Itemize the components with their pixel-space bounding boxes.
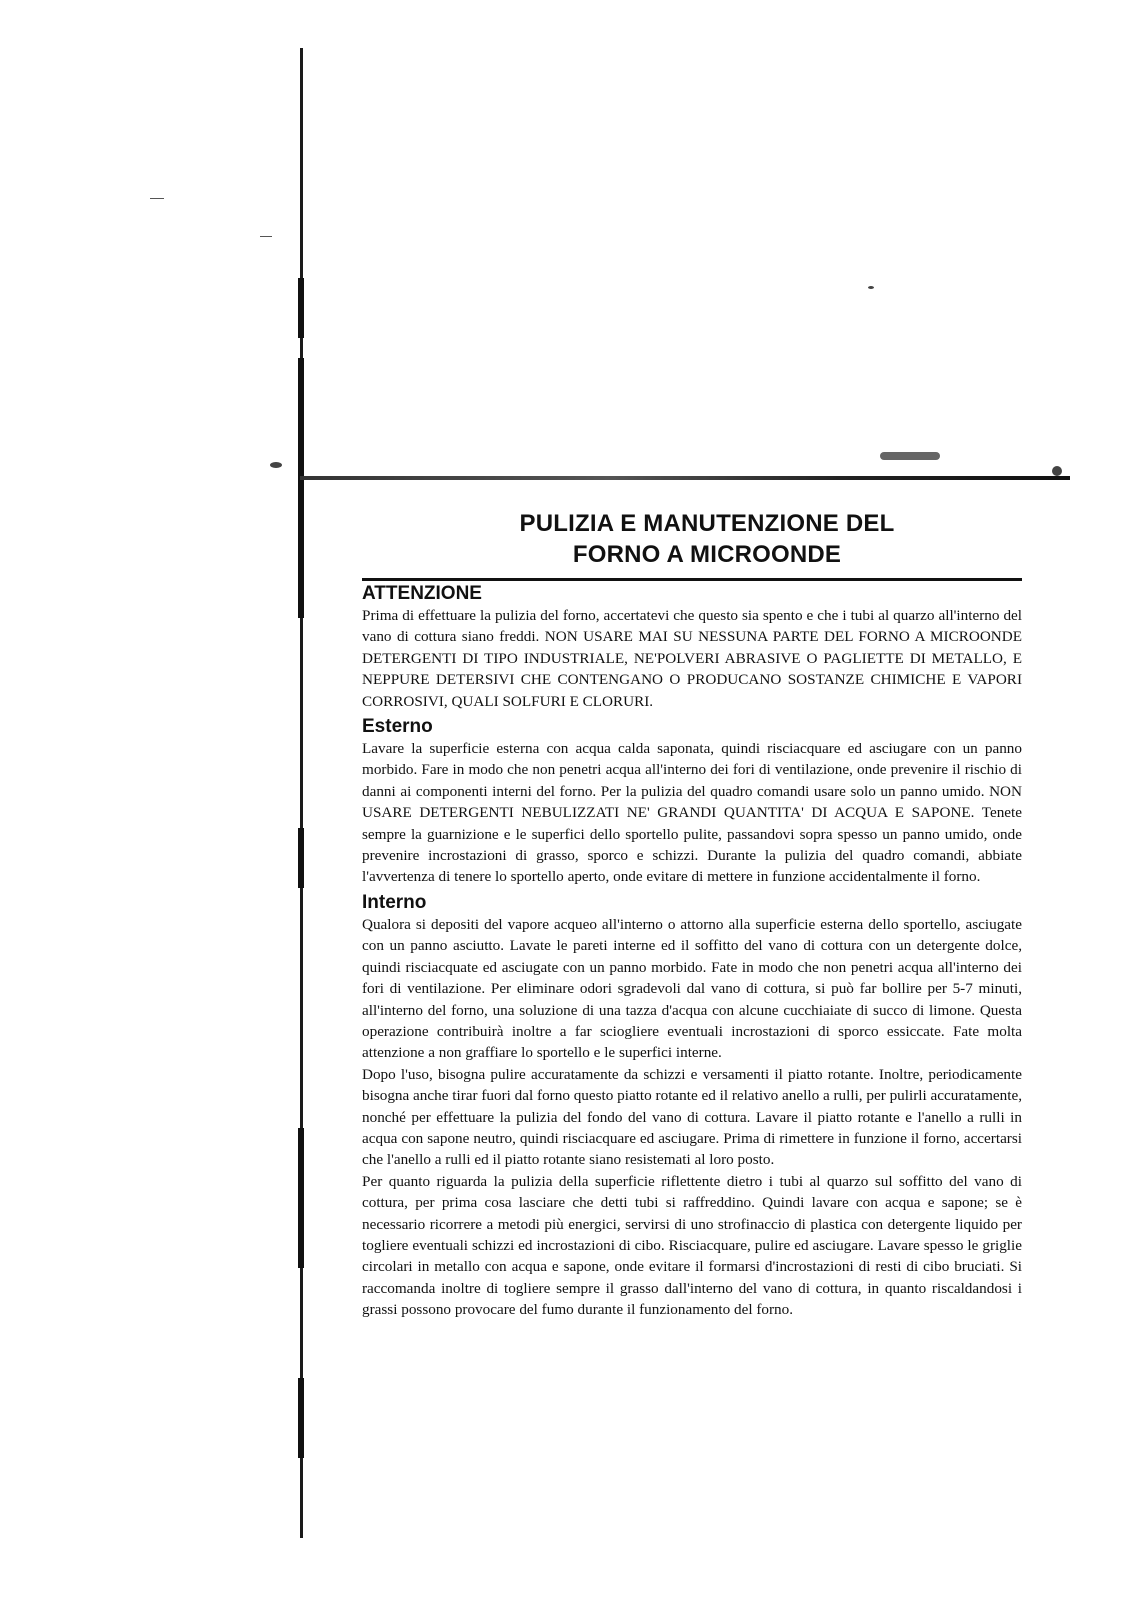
- scan-speck: [260, 236, 272, 237]
- section-esterno: [362, 716, 1022, 888]
- scan-page-edge-horizontal: [300, 476, 1070, 480]
- paragraph: Qualora si depositi del vapore acqueo all'interno o attorno alla superficie esterna dello sportello, asciugate con un panno asciutto. Lavate le pareti interne ed il soffitto del vano di cottura con un detergente dolce, quindi risciacquate ed asciugate con un panno morbido. Fate in modo che non penetri acqua all'interno dei fori di ventilazione. Per eliminare odori sgradevoli dal vano di cottura, si può far bollire per 5-7 minuti, all'interno del forno, una soluzione di una tazza d'acqua con alcune cucchiaiate di succo di limone. Questa operazione contribuirà inoltre a far sciogliere eventuali incrostazioni di sporco essiccate. Fate molta attenzione a non graffiare lo sportello e le superfici interne.: [362, 915, 1022, 1062]
- scan-speck: [880, 452, 940, 460]
- section-interno: [362, 892, 1022, 1321]
- paragraph: Prima di effettuare la pulizia del forno, accertatevi che questo sia spento e che i tubi al quarzo all'interno del vano di cottura siano freddi. NON USARE MAI SU NESSUNA PARTE DEL FORNO A MICROONDE DETERGENTI DI TIPO INDUSTRIALE, NE'POLVERI ABRASIVE O PAGLIETTE DI METALLO, E NEPPURE DETERSIVI CHE CONTENGANO O PRODUCANO SOSTANZE CHIMICHE E VAPORI CORROSIVI, QUALI SOLFURI E CLORURI.: [362, 607, 1022, 710]
- section-attenzione: [362, 583, 1022, 712]
- paragraph: Per quanto riguarda la pulizia della superficie riflettente dietro i tubi al quarzo sul soffitto del vano di cottura, per prima cosa lasciare che detti tubi si raffreddino. Quindi lavare con acqua e sapone; se è necessario ricorrere a metodi più energici, servirsi di uno strofinaccio di plastica con detergente liquido per togliere eventuali schizzi ed incrostazioni di cibo. Risciacquare, pulire ed asciugare. Lavare spesso le griglie circolari in metallo con acqua e sapone, onde evitare il formarsi d'incrostazioni di resti di cibo bruciati. Si raccomanda inoltre di togliere sempre il grasso dall'interno del vano di cottura, in quanto riscaldandosi i grassi possono provocare del fumo durante il funzionamento del forno.: [362, 1172, 1022, 1319]
- section-heading: Interno: [362, 891, 427, 913]
- scan-page-edge-vertical: [300, 48, 303, 1538]
- page-title-line-2: FORNO A MICROONDE: [572, 541, 842, 568]
- title-underline: [362, 578, 1022, 581]
- section-heading: ATTENZIONE: [362, 583, 482, 604]
- page-title: [392, 508, 1022, 570]
- scan-speck: [270, 462, 282, 468]
- scan-speck: [150, 198, 164, 199]
- scan-speck: [1052, 466, 1062, 476]
- scan-speck: [868, 286, 874, 289]
- document-body: [362, 508, 1022, 1321]
- paragraph: Lavare la superficie esterna con acqua calda saponata, quindi risciacquare ed asciugare con un panno morbido. Fare in modo che non penetri acqua all'interno dei fori di ventilazione, onde prevenire il rischio di danni ai componenti interni del forno. Per la pulizia del quadro comandi usare solo un panno umido. NON USARE DETERGENTI NEBULIZZATI NE' GRANDI QUANTITA' DI ACQUA E SAPONE. Tenete sempre la guarnizione e le superfici dello sportello pulite, passandovi sopra spesso un panno umido, onde prevenire incrostazioni di grasso, sporco e schizzi. Durante la pulizia del quadro comandi, abbiate l'avvertenza di tenere lo sportello aperto, onde evitare di mettere in funzione accidentalmente il forno.: [362, 740, 1022, 886]
- page-title-line-1: PULIZIA E MANUTENZIONE DEL: [519, 510, 895, 537]
- paragraph: Dopo l'uso, bisogna pulire accuratamente da schizzi e versamenti il piatto rotante. Inoltre, periodicamente bisogna anche tirar fuori dal forno questo piatto rotante ed il relativo anello a rulli, per pulirli accuratamente, nonché per effettuare la pulizia del fondo del vano di cottura. Lavare il piatto rotante e l'anello a rulli in acqua con sapone neutro, quindi risciacquare ed asciugare. Prima di rimettere in funzione il forno, accertarsi che l'anello a rulli ed il piatto rotante siano resistemati al loro posto.: [362, 1065, 1022, 1169]
- section-heading: Esterno: [362, 716, 433, 738]
